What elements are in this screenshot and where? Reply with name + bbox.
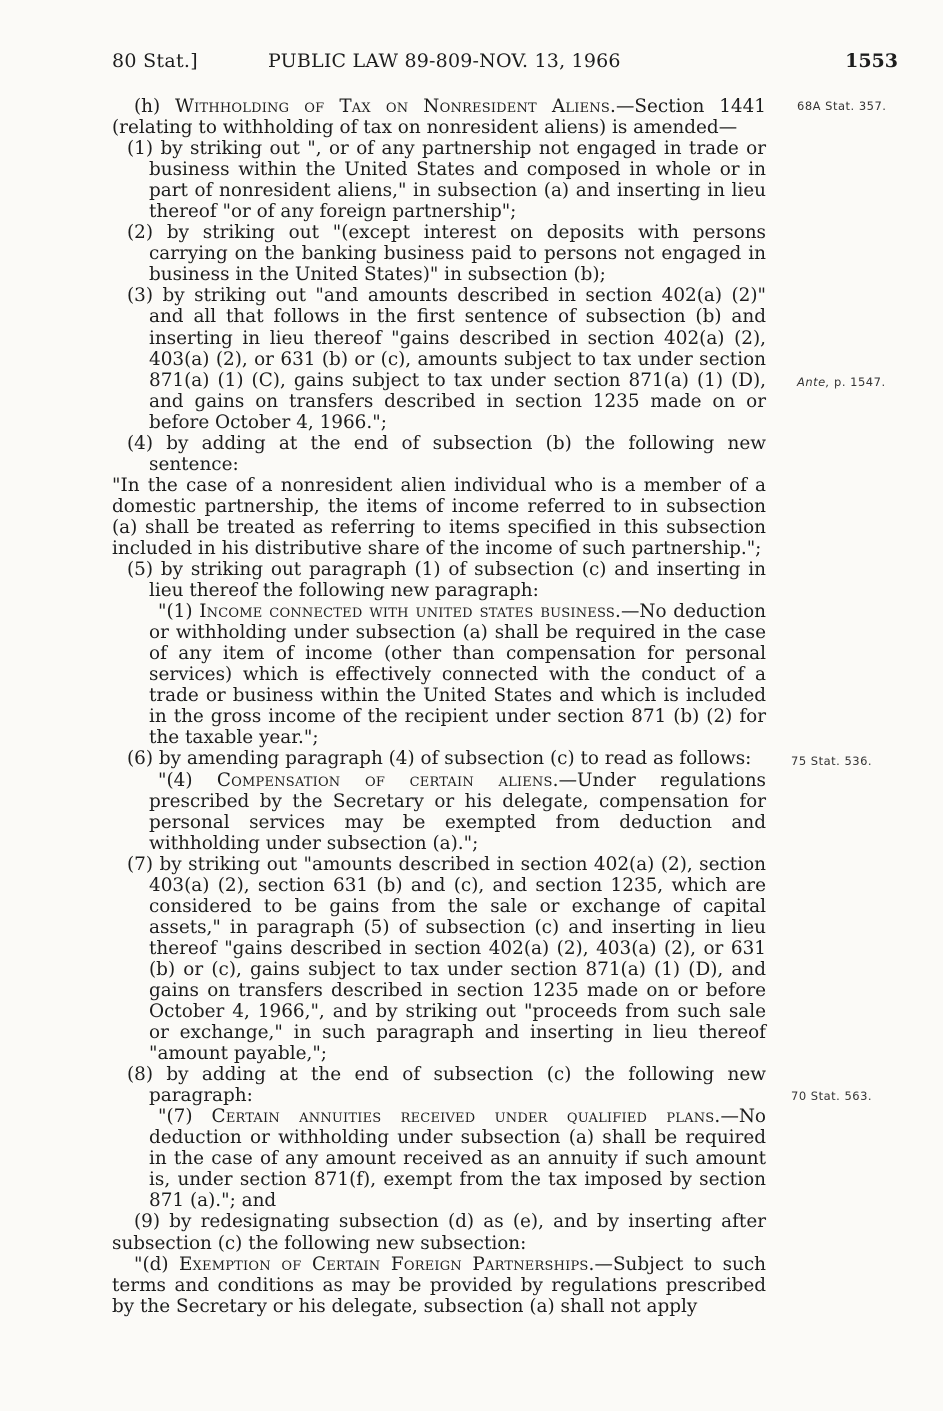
quoted-paragraph-1-heading: Income connected with united states business. bbox=[199, 601, 621, 623]
quoted-paragraph-7-label: "(7) bbox=[158, 1106, 212, 1128]
quoted-paragraph-4-label: "(4) bbox=[158, 769, 217, 791]
paragraph-5: (5) by striking out paragraph (1) of subsection (c) and inserting in lieu thereof the following new paragraph: bbox=[127, 559, 766, 602]
paragraph-4-quote: "In the case of a nonresident alien individual who is a member of a domestic partnership, the items of income referred to in subsection (a) shall be treated as referring to items specified in this subsection included in his distributive share of the income of such partnership."; bbox=[112, 474, 766, 559]
quoted-subsection-d-heading: Exemption of Certain Foreign Partnerships. bbox=[178, 1253, 595, 1275]
quoted-paragraph-7 bbox=[112, 1106, 766, 1211]
paragraph-7: (7) by striking out "amounts described in section 402(a) (2), section 403(a) (2), section 631 (b) and (c), and section 1235, which are considered to be gains from the sale or exchange of capital assets," in paragraph (5) of subsection (c) and inserting in lieu thereof "gains described in section 402(a) (2), 403(a) (2), or 631 (b) or (c), gains subject to tax under section 871(a) (1) (D), and gains on transfers described in section 1235 made on or before October 4, 1966,", and by striking out "proceeds from such sale or exchange," in such paragraph and inserting in lieu thereof "amount payable,"; bbox=[127, 853, 766, 1065]
quoted-paragraph-7-heading: Certain annuities received under qualified plans. bbox=[211, 1106, 721, 1128]
margin-note-ante-italic: Ante, bbox=[797, 375, 830, 389]
quoted-subsection-d-body: —Subject to such terms and conditions as may be provided by regulations prescribed by the Secretary or his delegate, subsection (a) shall not apply bbox=[112, 1253, 767, 1317]
section-h-label: (h) bbox=[134, 96, 176, 117]
margin-note-75-stat: 75 Stat. 536. bbox=[791, 754, 873, 768]
quoted-paragraph-1 bbox=[112, 601, 766, 748]
paragraph-1: (1) by striking out ", or of any partnership not engaged in trade or business within the United States and composed in whole or in part of nonresident aliens," in subsection (a) and inserting in lieu thereof "or of any foreign partnership"; bbox=[127, 138, 766, 223]
margin-note-ante-page: p. 1547. bbox=[829, 375, 886, 389]
section-h-body: —Section 1441 (relating to withholding of tax on nonresident aliens) is amended— bbox=[112, 96, 767, 139]
quoted-paragraph-1-body: —No deduction or withholding under subsection (a) shall be required in the case of any item of income (other than compensation for personal services) which is effectively connected with the conduct of a trade or business within the United States and which is included in the gross income of the recipient under section 871 (b) (2) for the taxable year."; bbox=[149, 601, 766, 749]
quoted-subsection-d-label: "(d) bbox=[134, 1253, 179, 1275]
page-title: PUBLIC LAW 89-809-NOV. 13, 1966 bbox=[268, 50, 621, 72]
quoted-paragraph-7-body: —No deduction or withholding under subsection (a) shall be required in the case of any amount received as an annuity if such amount is, under section 871(f), exempt from the tax imposed by section 871 (a)."; and bbox=[149, 1106, 766, 1212]
margin-note-68a-stat: 68A Stat. 357. bbox=[797, 99, 887, 113]
section-h bbox=[112, 96, 766, 138]
quoted-subsection-d bbox=[112, 1254, 766, 1317]
margin-note-ante bbox=[797, 375, 886, 389]
quoted-paragraph-4 bbox=[112, 770, 766, 854]
paragraph-3: (3) by striking out "and amounts described in section 402(a) (2)" and all that follows in the first sentence of subsection (b) and inserting in lieu thereof "gains described in section 402(a) (2), 403(a) (2), or 631 (b) or (c), amounts subject to tax under section 871(a) (1) (C), gains subject to tax under section 871(a) (1) (D), and gains on transfers described in section 1235 made on or before October 4, 1966."; bbox=[127, 285, 766, 433]
section-h-heading: Withholding of Tax on Nonresident Aliens. bbox=[175, 96, 617, 117]
margin-note-70-stat: 70 Stat. 563. bbox=[791, 1089, 873, 1103]
statute-text bbox=[112, 96, 766, 1317]
page-header bbox=[112, 50, 898, 80]
stat-reference: 80 Stat.] bbox=[112, 50, 198, 72]
page-number: 1553 bbox=[845, 50, 898, 72]
paragraph-6: (6) by amending paragraph (4) of subsection (c) to read as follows: bbox=[127, 748, 752, 770]
paragraph-2: (2) by striking out "(except interest on deposits with persons carrying on the banking business paid to persons not engaged in business in the United States)" in subsection (b); bbox=[127, 222, 766, 286]
quoted-paragraph-1-label: "(1) bbox=[158, 601, 200, 623]
paragraph-4: (4) by adding at the end of subsection (b) the following new sentence: bbox=[127, 432, 766, 475]
paragraph-8: (8) by adding at the end of subsection (c) the following new paragraph: bbox=[127, 1064, 766, 1107]
paragraph-9: (9) by redesignating subsection (d) as (e), and by inserting after subsection (c) the following new subsection: bbox=[112, 1211, 766, 1254]
quoted-paragraph-4-body: —Under regulations prescribed by the Secretary or his delegate, compensation for personal services may be exempted from deduction and withholding under subsection (a)."; bbox=[149, 769, 766, 854]
quoted-paragraph-4-heading: Compensation of certain aliens. bbox=[216, 769, 559, 791]
